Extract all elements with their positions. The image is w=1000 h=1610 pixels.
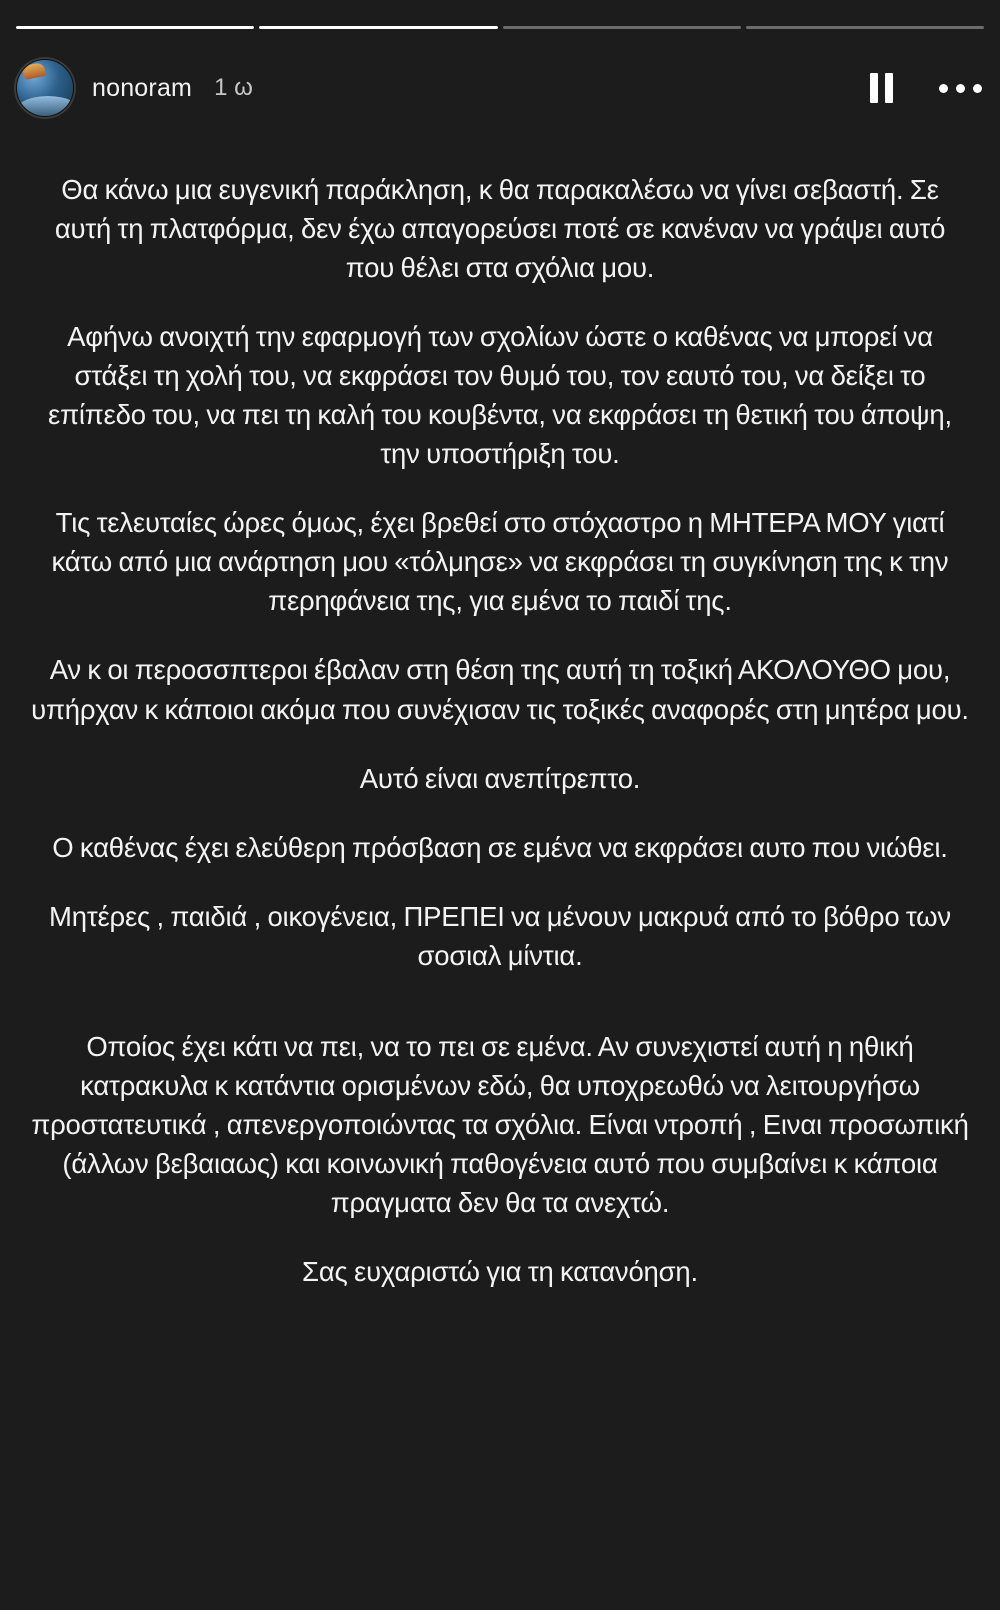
story-paragraph: Αυτό είναι ανεπίτρεπτο. xyxy=(359,762,641,794)
story-progress-segment[interactable] xyxy=(16,26,254,29)
story-paragraph: Ο καθένας έχει ελεύθερη πρόσβαση σε εμένα να εκφράσει αυτο που νιώθει. xyxy=(52,831,948,863)
timestamp-label: 1 ω xyxy=(214,74,253,101)
more-options-icon[interactable] xyxy=(939,84,982,93)
story-paragraph: Αν κ οι περοσσπτεροι έβαλαν στη θέση της αυτή τη τοξική ΑΚΟΛΟΥΘΟ μου, υπήρχαν κ κάποιοι ακόμα που συνέχισαν τις τοξικές αναφορές στη μητέρα μου. xyxy=(31,654,969,725)
story-progress-bar xyxy=(16,26,984,30)
story-progress-segment[interactable] xyxy=(746,26,984,29)
story-paragraph: Θα κάνω μια ευγενική παράκληση, κ θα παρακαλέσω να γίνει σεβαστή. Σε αυτή τη πλατφόρμα, δεν έχω απαγορεύσει ποτέ σε κανέναν να γράψει αυτό που θέλει στα σχόλια μου. xyxy=(54,174,946,284)
avatar[interactable] xyxy=(14,57,76,119)
story-header-actions xyxy=(870,73,982,103)
story-paragraph: Μητέρες , παιδιά , οικογένεια, ΠΡΕΠΕΙ να μένουν μακρυά από το βόθρο των σοσιαλ μίντια. xyxy=(49,900,951,971)
story-paragraph: Σας ευχαριστώ για τη κατανόηση. xyxy=(302,1255,698,1287)
story-header xyxy=(14,56,982,120)
story-paragraph: Τις τελευταίες ώρες όμως, έχει βρεθεί στο στόχαστρο η ΜΗΤΕΡΑ ΜΟΥ γιατί κάτω από μια ανάρτηση μου «τόλμησε» να εκφράσει τη συγκίνηση της κ την περηφάνεια της, για εμένα το παιδί της. xyxy=(51,507,949,617)
avatar-image xyxy=(16,59,74,117)
story-progress-segment[interactable] xyxy=(259,26,497,29)
pause-icon[interactable] xyxy=(870,73,893,103)
story-paragraph: Αφήνω ανοιχτή την εφαρμογή των σχολίων ώστε ο καθένας να μπορεί να στάξει τη χολή του, να εκφράσει τον θυμό του, τον εαυτό του, να δείξει το επίπεδο του, να πει τη καλή του κουβέντα, να εκφράσει τη θετική του άποψη, την υποστήριξη του. xyxy=(48,321,952,470)
username-label[interactable]: nonoram xyxy=(92,73,193,102)
story-text-content xyxy=(30,170,970,1291)
story-progress-segment[interactable] xyxy=(503,26,741,29)
story-paragraph: Οποίος έχει κάτι να πει, να το πει σε εμένα. Αν συνεχιστεί αυτή η ηθική κατρακυλα κ κατάντια ορισμένων εδώ, θα υποχρεωθώ να λειτουργήσω προστατευτικά , απενεργοποιώντας τα σχόλια. Είναι ντροπή , Ειναι προσωπική (άλλων βεβαιαως) και κοινωνική παθογένεια αυτό που συμβαίνει κ κάποια πραγματα δεν θα τα ανεχτώ. xyxy=(31,1030,969,1218)
